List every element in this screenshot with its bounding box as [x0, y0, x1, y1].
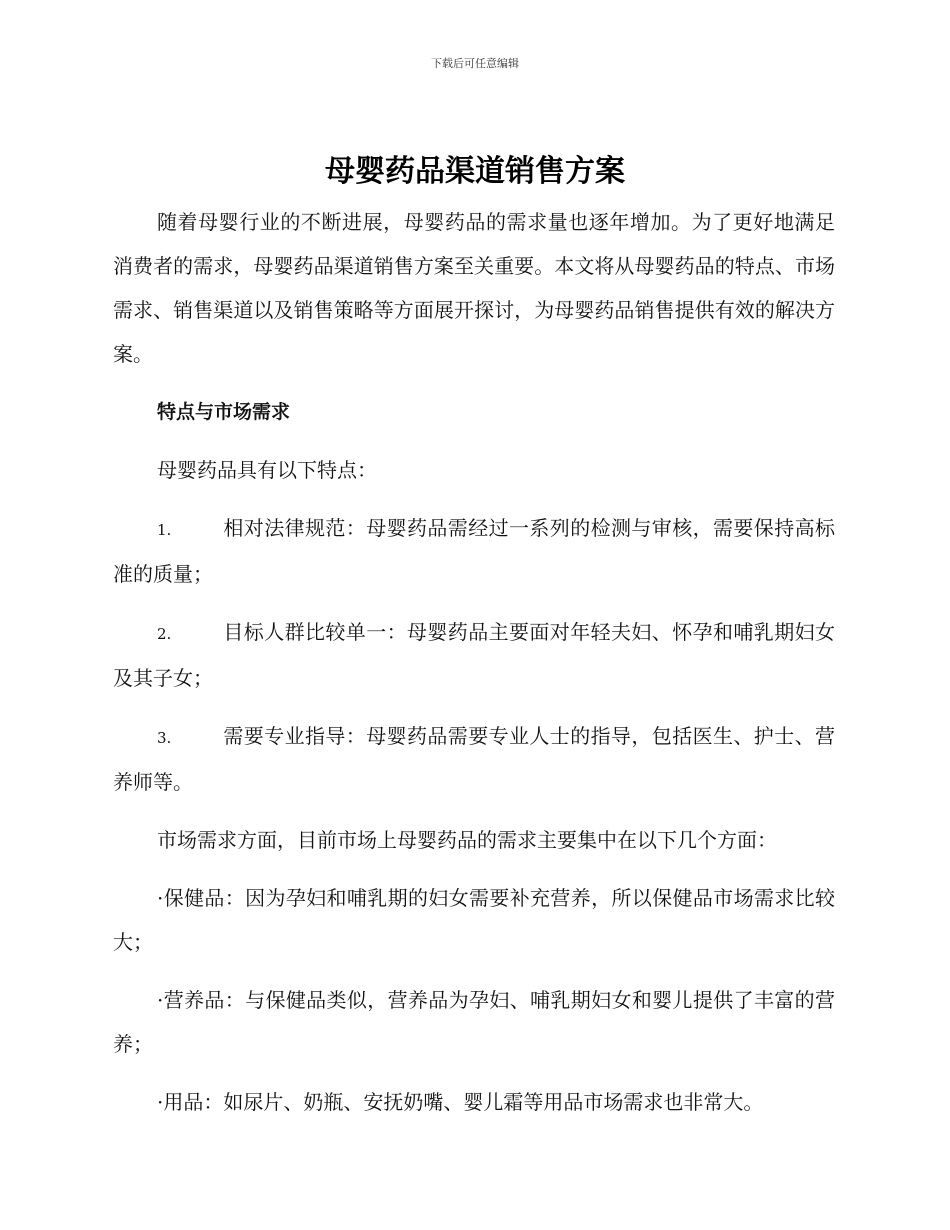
document-title: 母婴药品渠道销售方案 — [325, 154, 625, 189]
bullet-icon: · — [157, 988, 164, 1012]
demand-text: 保健品：因为孕妇和哺乳期的妇女需要补充营养，所以保健品市场需求比较大； — [113, 886, 835, 954]
bullet-icon: · — [157, 886, 164, 910]
section-heading: 特点与市场需求 — [157, 401, 291, 423]
feature-item-2 — [113, 610, 835, 700]
feature-item-1 — [113, 506, 835, 596]
header-note: 下载后可任意编辑 — [431, 57, 519, 70]
demand-item-1 — [113, 876, 835, 964]
feature-item-3 — [113, 714, 835, 804]
demand-item-2 — [113, 978, 835, 1066]
feature-text: 需要专业指导：母婴药品需要专业人士的指导，包括医生、护士、营养师等。 — [113, 724, 835, 794]
demand-text: 用品：如尿片、奶瓶、安抚奶嘴、婴儿霜等用品市场需求也非常大。 — [163, 1090, 764, 1114]
feature-text: 相对法律规范：母婴药品需经过一系列的检测与审核，需要保持高标准的质量； — [113, 516, 835, 586]
demand-text: 营养品：与保健品类似，营养品为孕妇、哺乳期妇女和婴儿提供了丰富的营养； — [113, 988, 835, 1056]
feature-text: 目标人群比较单一：母婴药品主要面对年轻夫妇、怀孕和哺乳期妇女及其子女； — [113, 620, 835, 690]
document-body — [113, 200, 835, 1124]
features-intro: 母婴药品具有以下特点： — [157, 458, 377, 482]
demand-item-3 — [113, 1080, 835, 1124]
list-number: 1. — [157, 521, 172, 539]
bullet-icon: · — [157, 1090, 164, 1114]
demand-intro: 市场需求方面，目前市场上母婴药品的需求主要集中在以下几个方面： — [157, 828, 777, 852]
list-number: 2. — [157, 625, 172, 643]
list-number: 3. — [157, 729, 172, 747]
intro-paragraph: 随着母婴行业的不断进展，母婴药品的需求量也逐年增加。为了更好地满足消费者的需求，母婴药品渠道销售方案至关重要。本文将从母婴药品的特点、市场需求、销售渠道以及销售策略等方面展开探讨，为母婴药品销售提供有效的解决方案。 — [113, 210, 835, 366]
